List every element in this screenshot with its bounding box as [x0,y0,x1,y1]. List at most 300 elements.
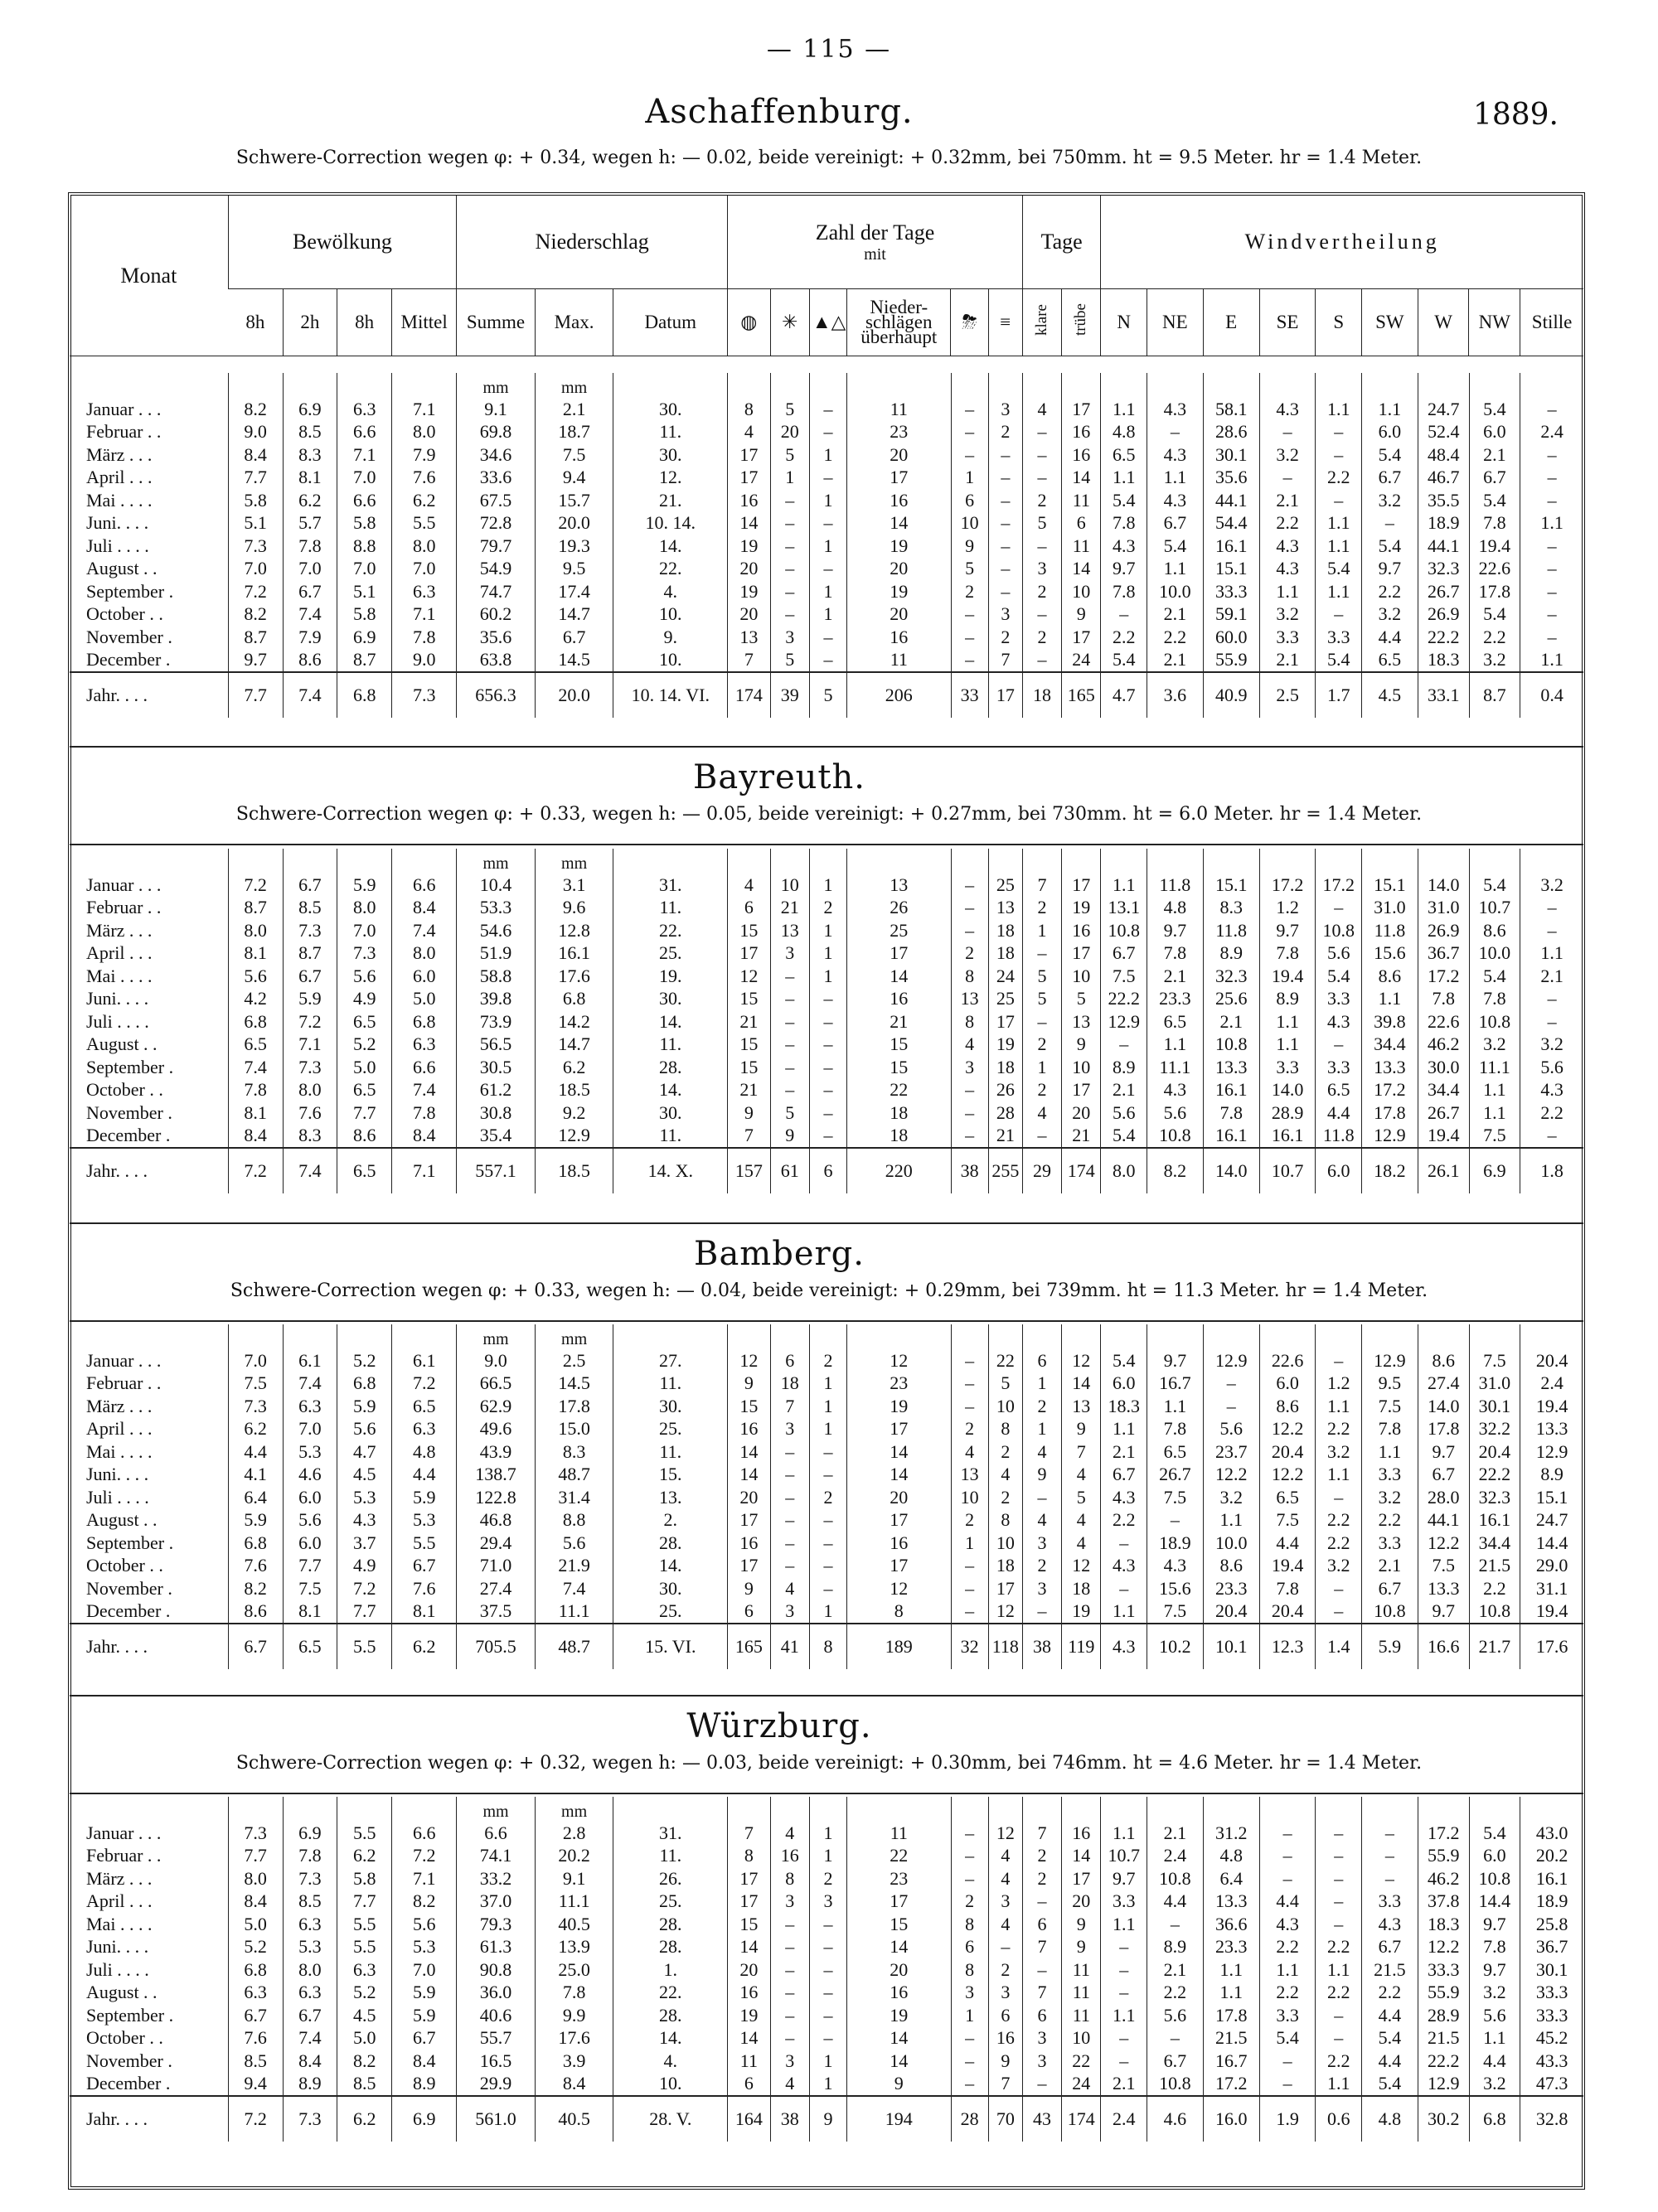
table-cell: 10 [951,512,988,535]
table-cell: 8 [951,965,988,988]
table-cell: 20 [847,443,951,467]
table-row [70,988,1583,1011]
month-label: Februar . . [86,1845,162,1866]
table-cell: 6.5 [1259,1486,1316,1509]
table-cell: 4.3 [1316,1010,1362,1033]
table-cell: 6.8 [1469,2096,1520,2142]
table-cell: 6.1 [392,1349,457,1372]
table-cell: 5 [1062,1486,1101,1509]
unit-blank [728,849,770,874]
table-cell: 10.8 [1203,1033,1259,1057]
header-wind-stille: Stille [1520,289,1583,356]
table-cell: 14 [728,1936,770,1959]
table-cell: 21 [728,1010,770,1033]
table-cell: – [809,626,846,649]
table-cell: – [1022,649,1061,673]
table-cell: 21 [770,897,809,920]
table-cell: 18.3 [1418,649,1469,673]
table-cell: 4.3 [1101,1486,1147,1509]
table-cell: 13.3 [1203,1890,1259,1914]
header-clouds: Bewölkung [228,196,456,289]
table-cell: 15 [847,1033,951,1057]
table-cell: 4.8 [1203,1845,1259,1868]
table-cell: 14 [1062,1845,1101,1868]
table-cell: 8.9 [1203,942,1259,966]
unit-blank [770,1797,809,1822]
snow-symbol-icon: ✳ [770,289,809,356]
table-cell: 16 [728,1532,770,1555]
table-cell: 5.2 [337,1349,392,1372]
table-cell: 1 [1022,1056,1061,1079]
table-cell: 7.4 [535,1577,613,1600]
table-cell: 13. [613,1486,728,1509]
table-row [70,1867,1583,1890]
table-cell: 7.5 [535,443,613,467]
table-cell: 8.4 [228,443,283,467]
header-days-with: mit [864,244,886,264]
unit-blank [1022,1324,1061,1349]
table-row [70,1440,1583,1464]
table-cell: 1.1 [1259,1010,1316,1033]
table-cell: 40.5 [535,1913,613,1936]
unit-blank [337,1324,392,1349]
table-cell: 22. [613,919,728,942]
table-cell: 8.0 [283,1958,337,1982]
table-cell: 34.4 [1418,1079,1469,1102]
table-cell: 21.5 [1362,1958,1418,1982]
table-cell: 6.6 [337,421,392,444]
table-cell: 7.5 [1362,1395,1418,1418]
table-cell: – [770,1555,809,1578]
table-cell: 7.8 [1362,1418,1418,1441]
table-cell: 10 [951,1486,988,1509]
table-cell: 3.2 [1362,489,1418,512]
table-cell: 15.1 [1203,558,1259,581]
table-cell: 2. [613,1509,728,1532]
table-cell: 10 [988,1532,1022,1555]
table-cell: 5.3 [392,1509,457,1532]
table-row [70,649,1583,673]
table-cell: 20 [728,1486,770,1509]
table-cell: 17 [1062,874,1101,897]
table-cell: 8.2 [228,1577,283,1600]
table-cell: 3.2 [1469,1033,1520,1057]
table-row [70,1372,1583,1396]
table-wuerzburg [70,1797,1583,2142]
table-cell: 9.7 [228,649,283,673]
unit-blank [1022,1797,1061,1822]
table-cell: 8.5 [283,897,337,920]
station-title-aschaffenburg: Aschaffenburg. [645,93,914,131]
table-cell: – [951,1395,988,1418]
table-cell: – [1520,580,1583,603]
table-cell: 2 [809,897,846,920]
month-label: August . . [86,1509,158,1531]
table-cell: 17.8 [1203,2004,1259,2027]
unit-blank [228,849,283,874]
table-cell: 1 [809,1395,846,1418]
table-cell: 1 [809,874,846,897]
table-cell: 17.2 [1362,1079,1418,1102]
table-cell: 27. [613,1349,728,1372]
table-cell: 3 [988,398,1022,421]
table-row [70,1010,1583,1033]
correction-wuerzburg: Schwere-Correction wegen φ: + 0.32, wegen h: — 0.03, beide vereinigt: + 0.30mm, bei 746mm. ht = 4.6 Meter. hr = 1.4 Meter. [235,1753,1423,1774]
table-cell: 2.2 [1362,1982,1418,2005]
table-cell: 6.7 [392,2027,457,2050]
table-cell: 7.8 [228,1079,283,1102]
month-label: Jahr. . . . [86,1636,148,1657]
table-cell: – [951,2073,988,2097]
table-cell: 37.5 [457,1600,536,1624]
table-cell: 6.3 [283,1913,337,1936]
table-cell: 9 [988,2050,1022,2073]
table-cell: 12. [613,467,728,490]
table-cell: 10.0 [1469,942,1520,966]
table-cell: 20.4 [1203,1600,1259,1624]
table-cell: 32.8 [1520,2096,1583,2142]
table-cell: – [1520,897,1583,920]
header-wind-sw: SW [1361,289,1418,356]
table-cell: – [770,1464,809,1487]
table-cell: 55.9 [1203,649,1259,673]
table-cell: 9.7 [1147,919,1203,942]
table-cell: 18.3 [1418,1913,1469,1936]
table-cell: 3 [988,603,1022,627]
month-label: März . . . [86,1395,153,1416]
table-cell: 7.5 [1147,1486,1203,1509]
table-cell: 14.0 [1259,1079,1316,1102]
station-title-bamberg: Bamberg. [694,1235,865,1273]
table-cell: 2 [1022,1555,1061,1578]
table-cell: – [770,1532,809,1555]
correction-bamberg: Schwere-Correction wegen φ: + 0.33, wegen h: — 0.04, beide vereinigt: + 0.29mm, bei 739mm. ht = 11.3 Meter. hr = 1.4 Meter. [230,1280,1428,1301]
table-cell: 8.1 [228,942,283,966]
table-cell: 10 [1062,1056,1101,1079]
unit-mm: mm [457,849,536,874]
correction-bayreuth: Schwere-Correction wegen φ: + 0.33, wegen h: — 0.05, beide vereinigt: + 0.27mm, bei 730mm. ht = 6.0 Meter. hr = 1.4 Meter. [235,804,1423,825]
table-cell: 1.2 [1316,1372,1362,1396]
table-cell: 16.1 [1469,1509,1520,1532]
table-cell: 1.1 [1362,988,1418,1011]
table-cell: 7.3 [392,672,457,718]
table-cell: – [951,626,988,649]
unit-blank [847,849,951,874]
unit-blank [1259,1324,1316,1349]
table-cell: 4 [988,1913,1022,1936]
table-cell: 6.2 [337,2096,392,2142]
table-cell: 8 [728,398,770,421]
table-cell: 7.0 [228,558,283,581]
table-cell: 17 [728,1867,770,1890]
table-cell: 7 [728,1125,770,1149]
table-cell: 10.0 [1147,580,1203,603]
table-cell: 2 [988,421,1022,444]
month-label: December . [70,1600,228,1624]
header-clouds-8h-evening: 8h [337,289,392,356]
table-cell: 12.9 [1362,1125,1418,1149]
table-cell: 5.4 [1469,398,1520,421]
table-cell: 16 [847,1982,951,2005]
table-cell: 8.6 [1259,1395,1316,1418]
table-cell: 5.5 [392,1532,457,1555]
table-cell: 14 [1062,558,1101,581]
table-cell: 5.0 [337,1056,392,1079]
table-cell: 5 [770,443,809,467]
table-cell: 43.3 [1520,2050,1583,2073]
table-cell: 23.7 [1203,1440,1259,1464]
table-cell: 11 [847,1822,951,1845]
table-cell: 4 [951,1440,988,1464]
table-cell: 11. [613,421,728,444]
table-cell: 2 [1022,626,1061,649]
table-cell: 31. [613,874,728,897]
table-cell: 8 [951,1010,988,1033]
table-cell: 19 [847,1395,951,1418]
table-cell: – [951,1822,988,1845]
table-cell: – [1101,2050,1147,2073]
table-cell: 28 [951,2096,988,2142]
table-cell: 6.5 [337,1010,392,1033]
table-cell: 2 [809,1486,846,1509]
table-cell: 9.1 [457,398,536,421]
table-cell: 17 [847,1418,951,1441]
table-cell: – [951,603,988,627]
table-cell: 6.8 [535,988,613,1011]
table-cell: 5 [770,1101,809,1125]
header-overcast-label: trübe [1072,303,1090,336]
table-cell: 7.7 [228,467,283,490]
table-cell: 1 [809,919,846,942]
table-cell: 11.8 [1316,1125,1362,1149]
table-cell: 9.4 [535,467,613,490]
table-cell: 4.3 [1147,443,1203,467]
unit-blank [283,1797,337,1822]
table-cell: 6.7 [283,2004,337,2027]
table-cell: – [809,1101,846,1125]
table-cell: 6.7 [283,874,337,897]
table-cell: 5.8 [337,512,392,535]
unit-blank [392,1324,457,1349]
table-cell: 6.7 [1147,512,1203,535]
table-cell: 22.2 [1418,2050,1469,2073]
table-cell: 26.1 [1418,1148,1469,1193]
table-cell: 8.5 [283,421,337,444]
table-cell: 8.0 [392,421,457,444]
table-cell: – [809,1913,846,1936]
table-cell: 4.4 [392,1464,457,1487]
table-cell: 5.8 [337,1867,392,1890]
table-row [70,897,1583,920]
table-cell: 61.2 [457,1079,536,1102]
table-cell: 7.8 [1147,1418,1203,1441]
table-cell: – [770,988,809,1011]
table-cell: 48.4 [1418,443,1469,467]
table-cell: 6.5 [392,1395,457,1418]
table-cell: – [988,467,1022,490]
table-cell: 19 [847,580,951,603]
table-cell: 5.9 [392,2004,457,2027]
table-cell: 22.6 [1469,558,1520,581]
table-cell: 24.7 [1520,1509,1583,1532]
table-cell: 8.9 [1101,1056,1147,1079]
table-cell: – [1362,512,1418,535]
table-cell: 69.8 [457,421,536,444]
table-cell: – [770,558,809,581]
table-cell: 18.5 [535,1079,613,1102]
table-cell: 20 [847,1958,951,1982]
table-cell: – [1147,421,1203,444]
table-cell: 10.8 [1469,1600,1520,1624]
table-cell: 21.5 [1418,2027,1469,2050]
table-cell: 2.2 [1362,1509,1418,1532]
table-cell: 2.2 [1259,1936,1316,1959]
table-cell: 6 [1062,512,1101,535]
table-cell: 3 [809,1890,846,1914]
header-days-label: Zahl der Tage [815,220,935,244]
unit-blank [613,373,728,398]
table-cell: 10.8 [1469,1010,1520,1033]
table-cell: 19.4 [1418,1125,1469,1149]
table-cell: 60.0 [1203,626,1259,649]
header-overcast-days [1062,289,1101,356]
table-row [70,1056,1583,1079]
table-cell: 6.7 [1147,2050,1203,2073]
table-cell: 17 [728,443,770,467]
table-cell: 46.2 [1418,1033,1469,1057]
unit-blank [809,1797,846,1822]
table-cell: 9 [809,2096,846,2142]
table-cell: 5.9 [392,1982,457,2005]
table-cell: 3.3 [1362,1464,1418,1487]
table-cell: 7.4 [283,2027,337,2050]
table-cell: 18 [847,1125,951,1149]
table-cell: 90.8 [457,1958,536,1982]
table-cell: 14.4 [1469,1890,1520,1914]
table-cell: – [1022,942,1061,966]
table-cell: 6.5 [1147,1010,1203,1033]
unit-blank [951,373,988,398]
table-cell: – [809,1577,846,1600]
table-cell: 4.4 [1362,2004,1418,2027]
table-cell: – [1316,603,1362,627]
table-cell: 5.6 [1147,2004,1203,2027]
header-wind: Windvertheilung [1101,196,1583,289]
table-cell: 11.8 [1147,874,1203,897]
table-cell: 15 [847,1913,951,1936]
table-cell: – [1022,2073,1061,2097]
table-cell: 2.1 [1469,443,1520,467]
table-cell: 30.0 [1418,1056,1469,1079]
table-cell: 7.4 [283,603,337,627]
table-cell: 2 [988,626,1022,649]
table-cell: – [1316,1913,1362,1936]
table-cell: 9 [1062,1033,1101,1057]
table-cell: 5.1 [228,512,283,535]
table-cell: – [1520,443,1583,467]
table-cell: 19 [728,535,770,558]
table-cell: 0.4 [1520,672,1583,718]
table-cell: 18.3 [1101,1395,1147,1418]
table-cell: 11.1 [535,1600,613,1624]
table-cell: 9.0 [392,649,457,673]
table-cell: 2 [1022,489,1061,512]
unit-blank [1520,1324,1583,1349]
table-cell: 5.8 [228,489,283,512]
table-cell: 3.6 [1147,672,1203,718]
table-cell: 4.3 [337,1509,392,1532]
table-row [70,1486,1583,1509]
table-cell: 4.8 [1101,421,1147,444]
table-cell: – [1362,1867,1418,1890]
month-label: Februar . . [86,1372,162,1394]
table-cell: 9.0 [228,421,283,444]
table-cell: 43.9 [457,1440,536,1464]
table-cell: 4 [1022,1101,1061,1125]
station-title-wuerzburg: Würzburg. [686,1707,872,1745]
table-cell: 28. V. [613,2096,728,2142]
table-cell: 14.0 [1203,1148,1259,1193]
table-cell: 18.9 [1520,1890,1583,1914]
table-cell: 70 [988,2096,1022,2142]
table-cell: 9.7 [1418,1440,1469,1464]
table-cell: 11.1 [1147,1056,1203,1079]
table-cell: 4.4 [1316,1101,1362,1125]
table-cell: 1.1 [1469,1101,1520,1125]
table-cell: 17 [1062,1079,1101,1102]
unit-blank [337,1797,392,1822]
table-row [70,535,1583,558]
table-cell: – [1259,1822,1316,1845]
table-cell: 1 [951,2004,988,2027]
table-cell: 16 [847,988,951,1011]
table-cell: 20.2 [535,1845,613,1868]
unit-blank [1062,849,1101,874]
table-cell: 6.5 [1101,443,1147,467]
table-cell: 3.7 [337,1532,392,1555]
table-cell: 17 [988,672,1022,718]
table-cell: 8.6 [1469,919,1520,942]
table-row [70,1101,1583,1125]
table-cell: 9. [613,626,728,649]
table-cell: 2.4 [1101,2096,1147,2142]
table-cell: 19.4 [1259,965,1316,988]
table-cell: 7.2 [283,1010,337,1033]
table-cell: 5.5 [392,512,457,535]
table-cell: 1.1 [1259,1033,1316,1057]
table-cell: 8.0 [283,1079,337,1102]
table-cell: 705.5 [457,1624,536,1669]
unit-blank [1259,1797,1316,1822]
table-cell: 3 [988,1890,1022,1914]
table-cell: 5.6 [337,1418,392,1441]
table-cell: – [809,467,846,490]
table-cell: – [1259,421,1316,444]
table-cell: 5.3 [337,1486,392,1509]
table-cell: 9 [1062,1936,1101,1959]
table-cell: – [951,398,988,421]
unit-blank [809,849,846,874]
table-row [70,443,1583,467]
table-cell: 49.6 [457,1418,536,1441]
table-cell: – [1101,2027,1147,2050]
table-cell: – [1316,421,1362,444]
table-cell: 2.2 [1147,1982,1203,2005]
table-cell: 8.2 [392,1890,457,1914]
table-cell: 22 [847,1845,951,1868]
table-cell: 5.4 [1316,558,1362,581]
table-cell: 2.1 [1147,1958,1203,1982]
